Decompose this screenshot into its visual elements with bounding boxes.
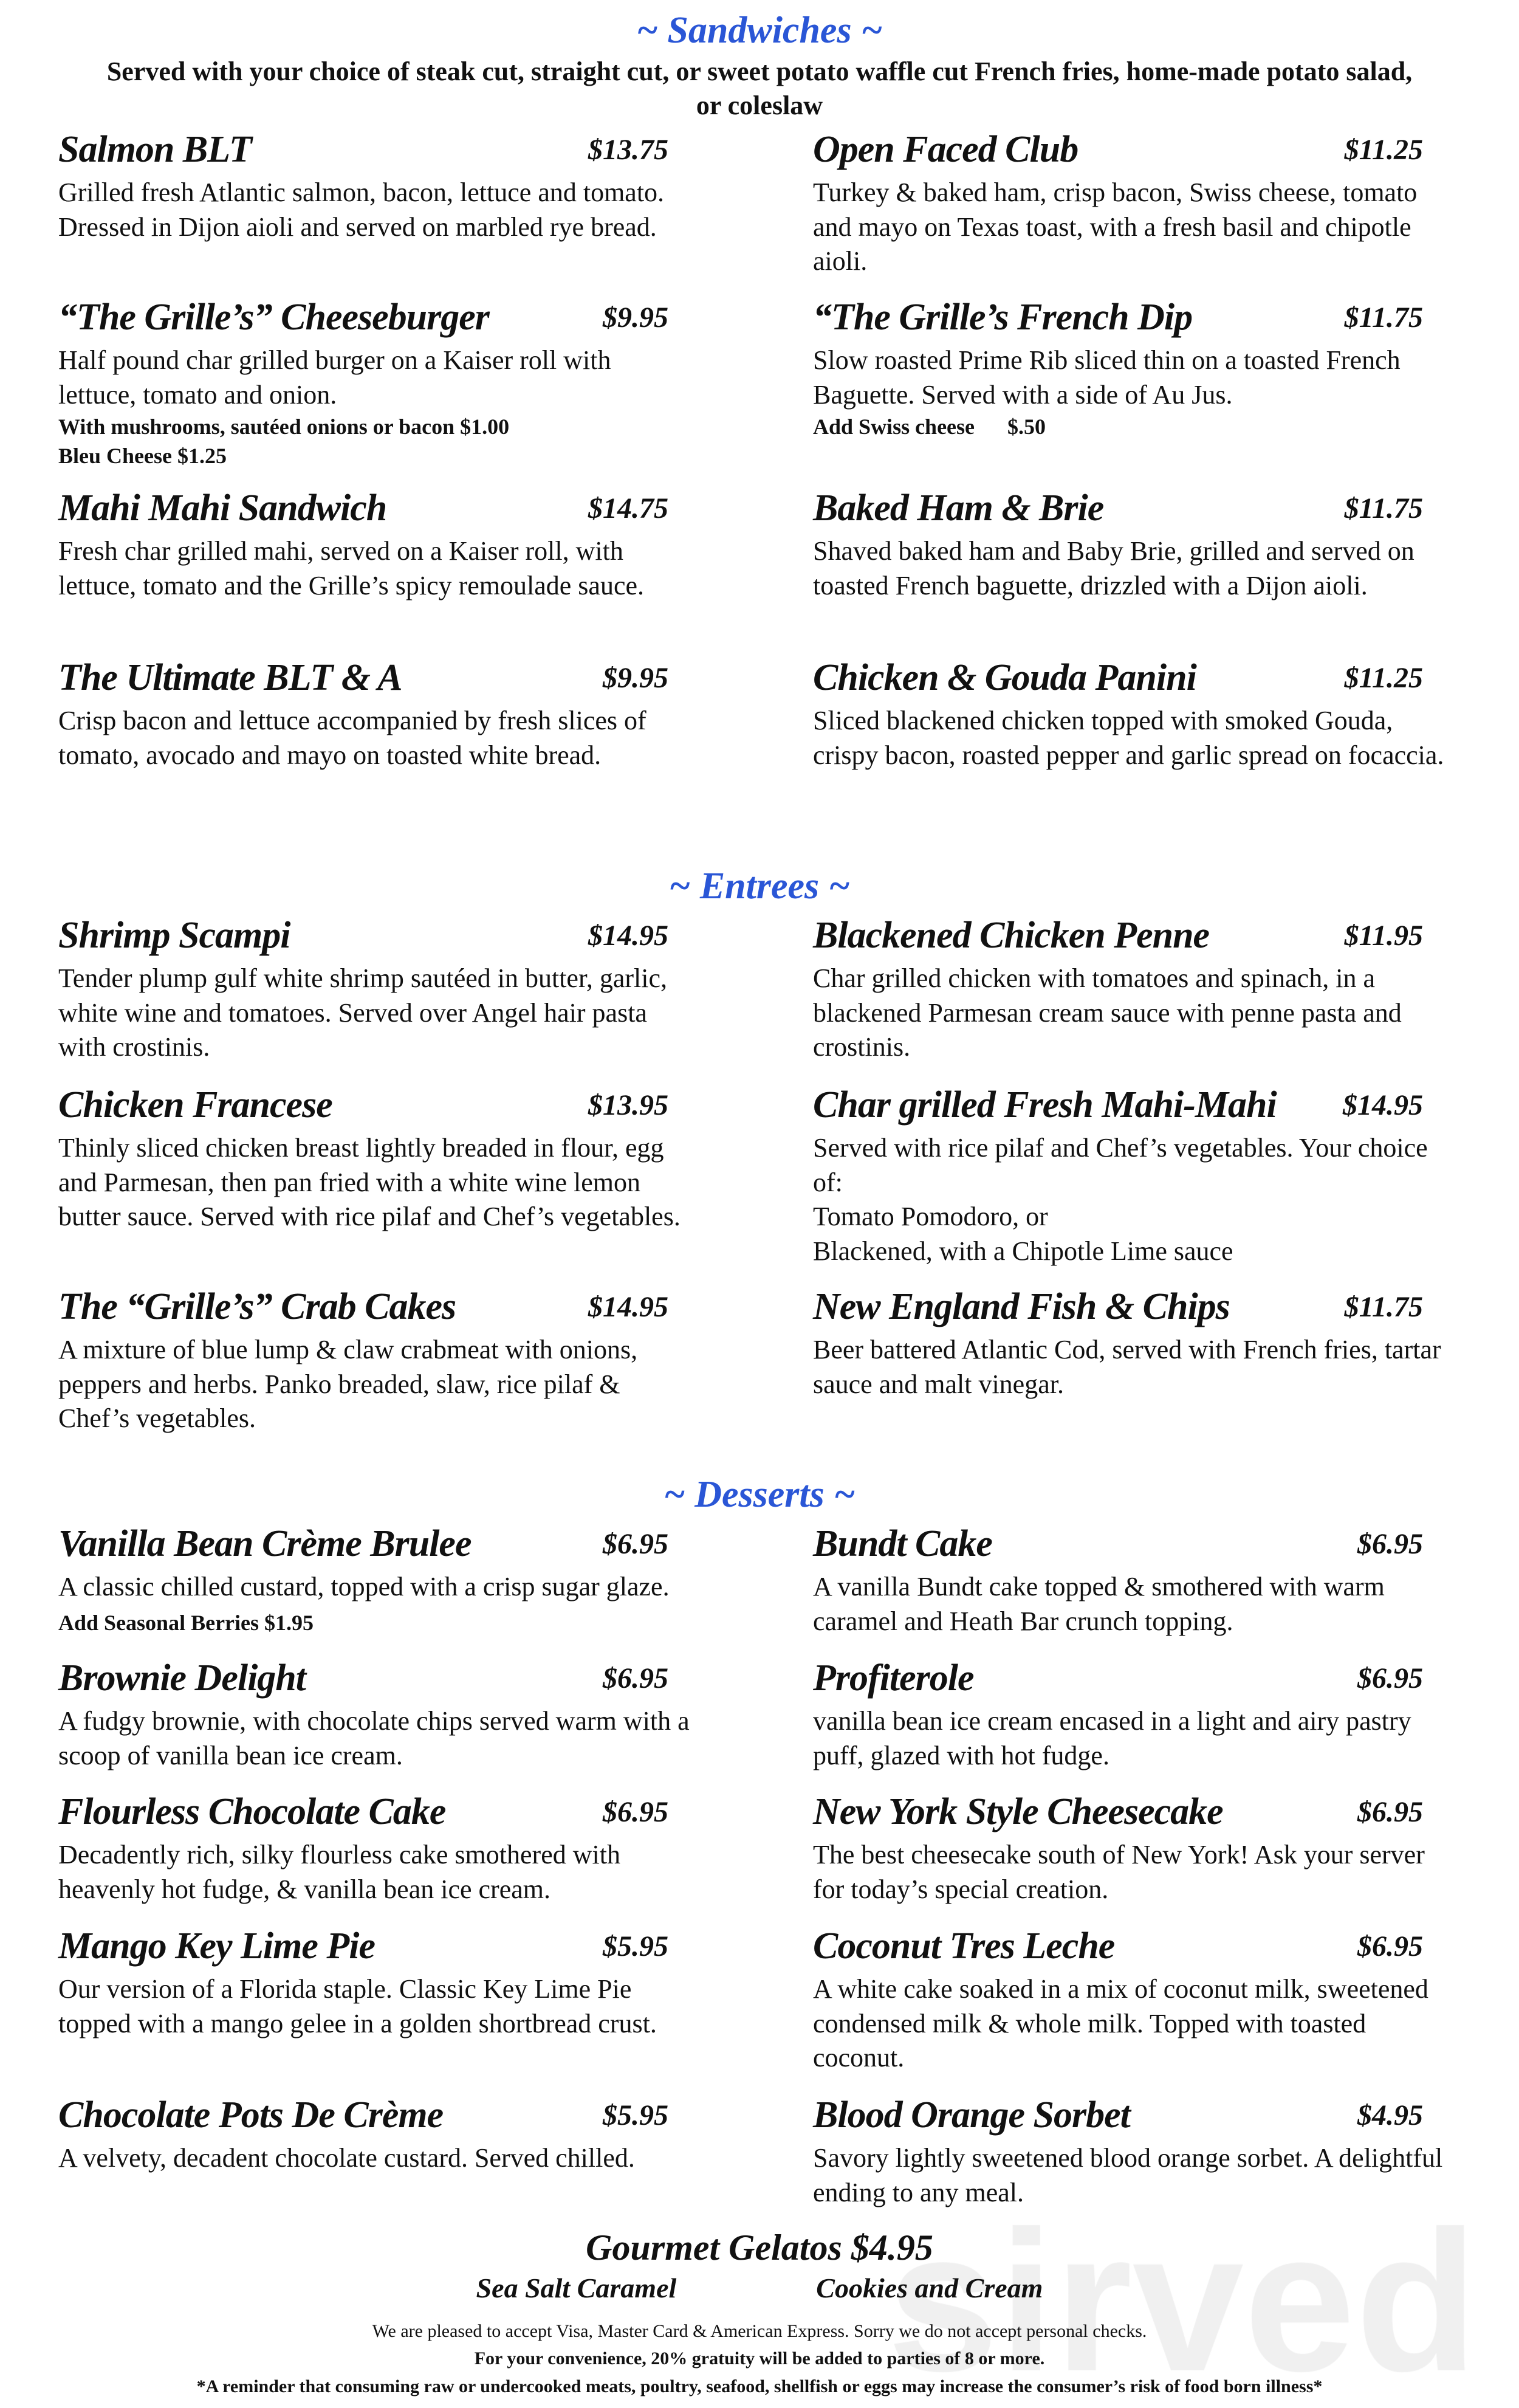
menu-item-price: $6.95 <box>1357 1930 1423 1963</box>
add-on-note: Add Seasonal Berries $1.95 <box>58 1610 314 1635</box>
menu-item-header <box>813 909 1423 961</box>
menu-item <box>813 1786 1445 1907</box>
health-warning: *A reminder that consuming raw or undercooked meats, poultry, seafood, shellfish or eggs may increase the consumer’s risk of food born illness* <box>196 2376 1323 2396</box>
menu-item-header <box>58 1652 668 1704</box>
menu-item-header <box>58 1281 668 1333</box>
menu-item <box>58 1079 690 1234</box>
menu-item-price: $11.75 <box>1344 301 1423 334</box>
description-text: vanilla bean ice cream encased in a light and airy pastry puff, glazed with hot fudge. <box>813 1706 1411 1770</box>
menu-item-header <box>58 2089 668 2141</box>
menu-item <box>58 1281 690 1436</box>
menu-item-price: $13.75 <box>588 133 668 166</box>
menu-item-name: Baked Ham & Brie <box>813 487 1104 529</box>
menu-item <box>58 2089 690 2176</box>
description-text: A fudgy brownie, with chocolate chips served warm with a scoop of vanilla bean ice cream. <box>58 1706 690 1770</box>
menu-item-price: $9.95 <box>603 661 668 694</box>
menu-item-description <box>58 1838 690 1907</box>
menu-item-price: $11.25 <box>1344 661 1423 694</box>
menu-item-header <box>813 652 1423 704</box>
menu-item-price: $13.95 <box>588 1089 668 1121</box>
gelatos-title: Gourmet Gelatos $4.95 <box>586 2227 933 2268</box>
menu-item-description <box>813 1131 1445 1200</box>
menu-item-name: Chicken Francese <box>58 1084 332 1126</box>
menu-item <box>58 909 690 1065</box>
menu-item-description <box>58 1570 690 1640</box>
menu-item-header <box>58 482 668 534</box>
description-text: A classic chilled custard, topped with a crisp sugar glaze. <box>58 1572 670 1601</box>
menu-item <box>813 291 1445 441</box>
menu-item-description <box>813 1972 1445 2076</box>
description-text: Half pound char grilled burger on a Kaiser roll with lettuce, tomato and onion. <box>58 345 611 410</box>
description-text: A white cake soaked in a mix of coconut milk, sweetened condensed milk & whole milk. Topped with toasted coconut. <box>813 1974 1428 2073</box>
menu-item-header <box>813 1652 1423 1704</box>
menu-item-header <box>58 652 668 704</box>
menu-item-price: $11.95 <box>1344 919 1423 952</box>
menu-item-description <box>58 1972 690 2041</box>
menu-item <box>58 291 690 470</box>
menu-item-price: $5.95 <box>603 1930 668 1963</box>
description-text: Decadently rich, silky flourless cake smothered with heavenly hot fudge, & vanilla bean ice cream. <box>58 1840 620 1904</box>
menu-item-price: $11.75 <box>1344 1290 1423 1323</box>
description-text: Sliced blackened chicken topped with smoked Gouda, crispy bacon, roasted pepper and garlic spread on focaccia. <box>813 706 1444 770</box>
menu-item <box>58 123 690 244</box>
description-text: Slow roasted Prime Rib sliced thin on a toasted French Baguette. Served with a side of Au Jus. <box>813 345 1401 410</box>
menu-item <box>58 1920 690 2041</box>
menu-item-name: Vanilla Bean Crème Brulee <box>58 1522 471 1564</box>
menu-item-name: Char grilled Fresh Mahi-Mahi <box>813 1084 1277 1126</box>
sandwiches-heading: ~ Sandwiches ~ <box>636 10 883 51</box>
menu-item-header <box>813 1079 1423 1131</box>
menu-item-name: Chocolate Pots De Crème <box>58 2094 444 2136</box>
gelato-flavors <box>0 2270 1519 2307</box>
menu-item-name: Brownie Delight <box>58 1657 306 1699</box>
add-on-note: With mushrooms, sautéed onions or bacon $1.00 <box>58 415 510 439</box>
menu-item-name: “The Grille’s” Cheeseburger <box>58 296 489 338</box>
gelato-flavor: Cookies and Cream <box>816 2272 1043 2303</box>
menu-item-name: Mahi Mahi Sandwich <box>58 487 387 529</box>
menu-item-header <box>813 482 1423 534</box>
menu-item-option: Blackened, with a Chipotle Lime sauce <box>813 1236 1233 1266</box>
menu-item-price: $6.95 <box>1357 1795 1423 1828</box>
menu-item-description <box>58 1333 690 1436</box>
menu-item-header <box>813 1518 1423 1570</box>
menu-item-header <box>58 291 668 343</box>
menu-item <box>58 1652 690 1773</box>
menu-item-description <box>58 1131 690 1234</box>
gelato-flavor: Sea Salt Caramel <box>476 2272 677 2303</box>
menu-item <box>813 1518 1445 1639</box>
menu-item-price: $11.75 <box>1344 492 1423 525</box>
menu-item-price: $4.95 <box>1357 2099 1423 2131</box>
description-text: Our version of a Florida staple. Classic Key Lime Pie topped with a mango gelee in a golden shortbread crust. <box>58 1974 657 2038</box>
menu-item-price: $9.95 <box>603 301 668 334</box>
menu-item-description <box>58 704 690 772</box>
menu-item-price: $14.95 <box>588 1290 668 1323</box>
menu-item-description <box>58 2141 690 2176</box>
menu-item-name: “The Grille’s French Dip <box>813 296 1193 338</box>
menu-item-name: New England Fish & Chips <box>813 1285 1230 1327</box>
gratuity-note: For your convenience, 20% gratuity will be added to parties of 8 or more. <box>474 2348 1045 2368</box>
description-text: Crisp bacon and lettuce accompanied by fresh slices of tomato, avocado and mayo on toasted white bread. <box>58 706 646 770</box>
menu-item-name: New York Style Cheesecake <box>813 1791 1223 1832</box>
menu-item-price: $6.95 <box>603 1795 668 1828</box>
description-text: Turkey & baked ham, crisp bacon, Swiss cheese, tomato and mayo on Texas toast, with a fresh basil and chipotle aioli. <box>813 177 1418 276</box>
description-text: Savory lightly sweetened blood orange sorbet. A delightful ending to any meal. <box>813 2143 1443 2207</box>
description-text: Beer battered Atlantic Cod, served with French fries, tartar sauce and malt vinegar. <box>813 1335 1441 1399</box>
sandwiches-subtitle: Served with your choice of steak cut, straight cut, or sweet potato waffle cut French fries, home-made potato salad, or coleslaw <box>106 57 1413 120</box>
desserts-heading: ~ Desserts ~ <box>663 1474 856 1515</box>
menu-item-name: Shrimp Scampi <box>58 914 290 956</box>
menu-item-description <box>58 534 690 603</box>
menu-item-price: $5.95 <box>603 2099 668 2131</box>
menu-item-description <box>813 343 1445 412</box>
menu-item <box>813 1652 1445 1773</box>
menu-item-description <box>813 534 1445 603</box>
menu-item-header <box>813 1786 1423 1838</box>
description-text: Shaved baked ham and Baby Brie, grilled and served on toasted French baguette, drizzled with a Dijon aioli. <box>813 536 1414 600</box>
menu-item-description <box>813 1570 1445 1639</box>
menu-item-name: Bundt Cake <box>813 1522 992 1564</box>
menu-item-description <box>58 176 690 244</box>
menu-item-header <box>58 123 668 176</box>
menu-item-option: Tomato Pomodoro, or <box>813 1202 1048 1231</box>
menu-item-price: $6.95 <box>1357 1527 1423 1560</box>
menu-item-name: The Ultimate BLT & A <box>58 656 402 698</box>
add-on-note: Add Swiss cheese $.50 <box>813 415 1046 439</box>
description-text: Thinly sliced chicken breast lightly breaded in flour, egg and Parmesan, then pan fried with a white wine lemon butter sauce. Served with rice pilaf and Chef’s vegetables. <box>58 1133 681 1231</box>
description-text: Char grilled chicken with tomatoes and spinach, in a blackened Parmesan cream sauce with penne pasta and crostinis. <box>813 963 1402 1062</box>
add-on-note: Bleu Cheese $1.25 <box>58 444 227 468</box>
menu-item-description <box>58 961 690 1065</box>
menu-item-description <box>813 1333 1445 1402</box>
menu-item-name: Salmon BLT <box>58 128 252 170</box>
menu-item-price: $6.95 <box>1357 1662 1423 1694</box>
payment-note: We are pleased to accept Visa, Master Card & American Express. Sorry we do not accept personal checks. <box>372 2321 1147 2341</box>
menu-item <box>58 482 690 603</box>
menu-item-header <box>58 909 668 961</box>
menu-item-header <box>58 1518 668 1570</box>
menu-item-price: $14.95 <box>588 919 668 952</box>
menu-item-header <box>813 123 1423 176</box>
menu-item <box>58 1518 690 1640</box>
menu-item-name: The “Grille’s” Crab Cakes <box>58 1285 456 1327</box>
menu-item <box>813 1281 1445 1402</box>
menu-item-description <box>813 2141 1445 2210</box>
menu-item-description <box>813 176 1445 279</box>
menu-item-price: $14.75 <box>588 492 668 525</box>
menu-item-header <box>58 1920 668 1972</box>
menu-item-price: $6.95 <box>603 1662 668 1694</box>
menu-item <box>813 482 1445 603</box>
menu-item <box>813 1920 1445 2076</box>
menu-item-name: Coconut Tres Leche <box>813 1925 1115 1967</box>
menu-item-description <box>813 1704 1445 1773</box>
menu-item-name: Flourless Chocolate Cake <box>58 1791 446 1832</box>
menu-item-price: $11.25 <box>1344 133 1423 166</box>
menu-item-header <box>813 291 1423 343</box>
description-text: A mixture of blue lump & claw crabmeat with onions, peppers and herbs. Panko breaded, slaw, rice pilaf & Chef’s vegetables. <box>58 1335 638 1433</box>
description-text: The best cheesecake south of New York! Ask your server for today’s special creation. <box>813 1840 1425 1904</box>
menu-item-description <box>813 961 1445 1065</box>
menu-item-name: Blackened Chicken Penne <box>813 914 1210 956</box>
menu-item-description <box>58 1704 690 1773</box>
menu-item-description <box>813 704 1445 772</box>
menu-item-description <box>813 1838 1445 1907</box>
menu-item-description <box>58 343 690 412</box>
menu-item <box>813 909 1445 1065</box>
description-text: Served with rice pilaf and Chef’s vegetables. Your choice of: <box>813 1133 1428 1197</box>
entrees-heading: ~ Entrees ~ <box>668 865 850 907</box>
menu-item-name: Profiterole <box>813 1657 974 1699</box>
menu-item-name: Chicken & Gouda Panini <box>813 656 1196 698</box>
menu-item <box>58 652 690 772</box>
menu-item-header <box>813 2089 1423 2141</box>
menu-item <box>813 652 1445 772</box>
description-text: Fresh char grilled mahi, served on a Kaiser roll, with lettuce, tomato and the Grille’s spicy remoulade sauce. <box>58 536 645 600</box>
menu-item-price: $6.95 <box>603 1527 668 1560</box>
menu-item <box>813 2089 1445 2210</box>
menu-item-name: Blood Orange Sorbet <box>813 2094 1130 2136</box>
description-text: A velvety, decadent chocolate custard. Served chilled. <box>58 2143 635 2173</box>
description-text: Tender plump gulf white shrimp sautéed in butter, garlic, white wine and tomatoes. Served over Angel hair pasta with crostinis. <box>58 963 668 1062</box>
menu-item <box>58 1786 690 1907</box>
menu-item-name: Open Faced Club <box>813 128 1078 170</box>
description-text: A vanilla Bundt cake topped & smothered with warm caramel and Heath Bar crunch topping. <box>813 1572 1385 1636</box>
menu-item-header <box>813 1281 1423 1333</box>
menu-item-header <box>58 1079 668 1131</box>
menu-item-header <box>58 1786 668 1838</box>
menu-item-price: $14.95 <box>1343 1089 1423 1121</box>
menu-item-header <box>813 1920 1423 1972</box>
description-text: Grilled fresh Atlantic salmon, bacon, lettuce and tomato. Dressed in Dijon aioli and served on marbled rye bread. <box>58 177 665 242</box>
menu-item-name: Mango Key Lime Pie <box>58 1925 375 1967</box>
menu-item <box>813 123 1445 279</box>
menu-item <box>813 1079 1445 1268</box>
